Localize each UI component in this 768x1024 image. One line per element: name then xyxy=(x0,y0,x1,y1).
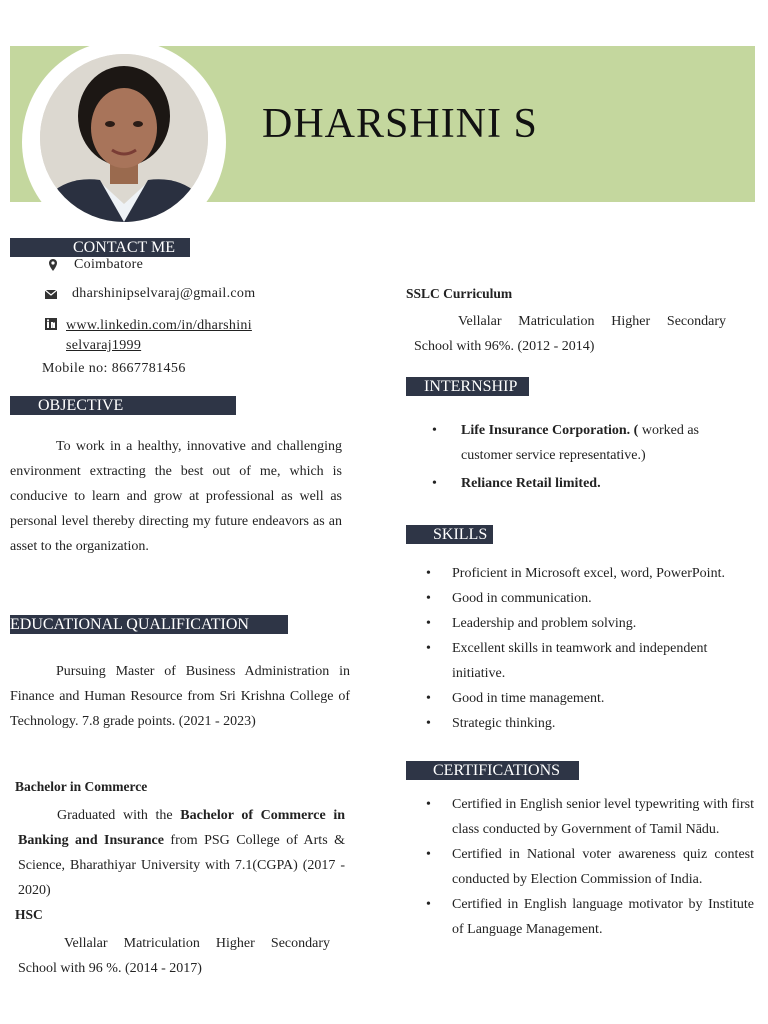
education-heading-label: EDUCATIONAL QUALIFICATION xyxy=(10,616,249,633)
bcom-post: from PSG College of Arts & Science, Bharathiyar University with 7.1(CGPA) (2017 - 2020) xyxy=(18,833,345,898)
certifications-heading-label: CERTIFICATIONS xyxy=(433,762,561,779)
sslc-text: Vellalar Matriculation Higher Secondary School with 96%. (2012 - 2014) xyxy=(414,314,726,354)
list-item: • Certified in National voter awareness quiz contest conducted by Election Commission of India. xyxy=(426,842,754,892)
list-item xyxy=(432,471,732,496)
skills-heading xyxy=(406,525,493,544)
list-item: • Good in communication. xyxy=(426,586,756,611)
internship-heading-label: INTERNSHIP xyxy=(424,378,518,395)
linkedin-icon xyxy=(44,317,58,331)
profile-photo xyxy=(40,54,208,222)
internship-1-role: worked as customer service representative.) xyxy=(461,423,699,463)
location-text: Coimbatore xyxy=(74,257,144,272)
bcom-degree: Bachelor of Commerce in Banking and Insurance xyxy=(18,808,346,848)
bcom-text xyxy=(18,803,345,903)
linkedin-link[interactable] xyxy=(66,316,252,356)
hsc-title: HSC xyxy=(15,907,43,922)
list-item xyxy=(432,418,732,468)
linkedin-line-2[interactable]: selvaraj1999 xyxy=(66,338,142,353)
bcom-pre: Graduated with the xyxy=(57,808,181,823)
internship-2-org: Reliance Retail limited. xyxy=(461,476,601,491)
internship-heading xyxy=(406,377,529,396)
contact-heading-label: CONTACT ME xyxy=(73,239,175,256)
list-item: • Leadership and problem solving. xyxy=(426,611,756,636)
hsc-text: Vellalar Matriculation Higher Secondary School with 96 %. (2014 - 2017) xyxy=(18,936,330,976)
skills-list xyxy=(426,561,756,736)
bcom-title: Bachelor in Commerce xyxy=(15,779,148,794)
mobile-number: Mobile no: 8667781456 xyxy=(42,361,186,376)
list-item: • Good in time management. xyxy=(426,686,756,711)
contact-linkedin xyxy=(44,316,252,356)
objective-text: To work in a healthy, innovative and challenging environment extracting the best out of me, which is conducive to learn and grow at professional as well as personal level thereby directing my future endeavors as an asset to the organization. xyxy=(10,439,342,554)
skills-heading-label: SKILLS xyxy=(433,526,488,543)
contact-location xyxy=(46,257,143,273)
internship-list xyxy=(432,418,732,496)
mba-text: Pursuing Master of Business Administration in Finance and Human Resource from Sri Krishna College of Technology. 7.8 grade points. (2021 - 2023) xyxy=(10,664,350,729)
candidate-name: DHARSHINI S xyxy=(262,101,538,147)
certifications-list xyxy=(426,792,754,942)
email-text[interactable]: dharshinipselvaraj@gmail.com xyxy=(72,286,256,301)
envelope-icon xyxy=(44,287,58,301)
list-item: • Certified in English language motivator by Institute of Language Management. xyxy=(426,892,754,942)
contact-email xyxy=(44,286,255,302)
certifications-heading xyxy=(406,761,579,780)
education-heading xyxy=(10,615,288,634)
objective-heading xyxy=(10,396,236,415)
linkedin-line-1[interactable]: www.linkedin.com/in/dharshini xyxy=(66,318,252,333)
sslc-title: SSLC Curriculum xyxy=(406,286,513,301)
list-item: • Excellent skills in teamwork and independent initiative. xyxy=(426,636,756,686)
objective-heading-label: OBJECTIVE xyxy=(10,396,123,415)
list-item: • Strategic thinking. xyxy=(426,711,756,736)
list-item: • Certified in English senior level typewriting with first class conducted by Government of Tamil Nādu. xyxy=(426,792,754,842)
list-item: • Proficient in Microsoft excel, word, PowerPoint. xyxy=(426,561,756,586)
map-pin-icon xyxy=(46,258,60,272)
internship-1-org: Life Insurance Corporation. ( xyxy=(461,423,639,438)
contact-heading xyxy=(10,238,190,257)
